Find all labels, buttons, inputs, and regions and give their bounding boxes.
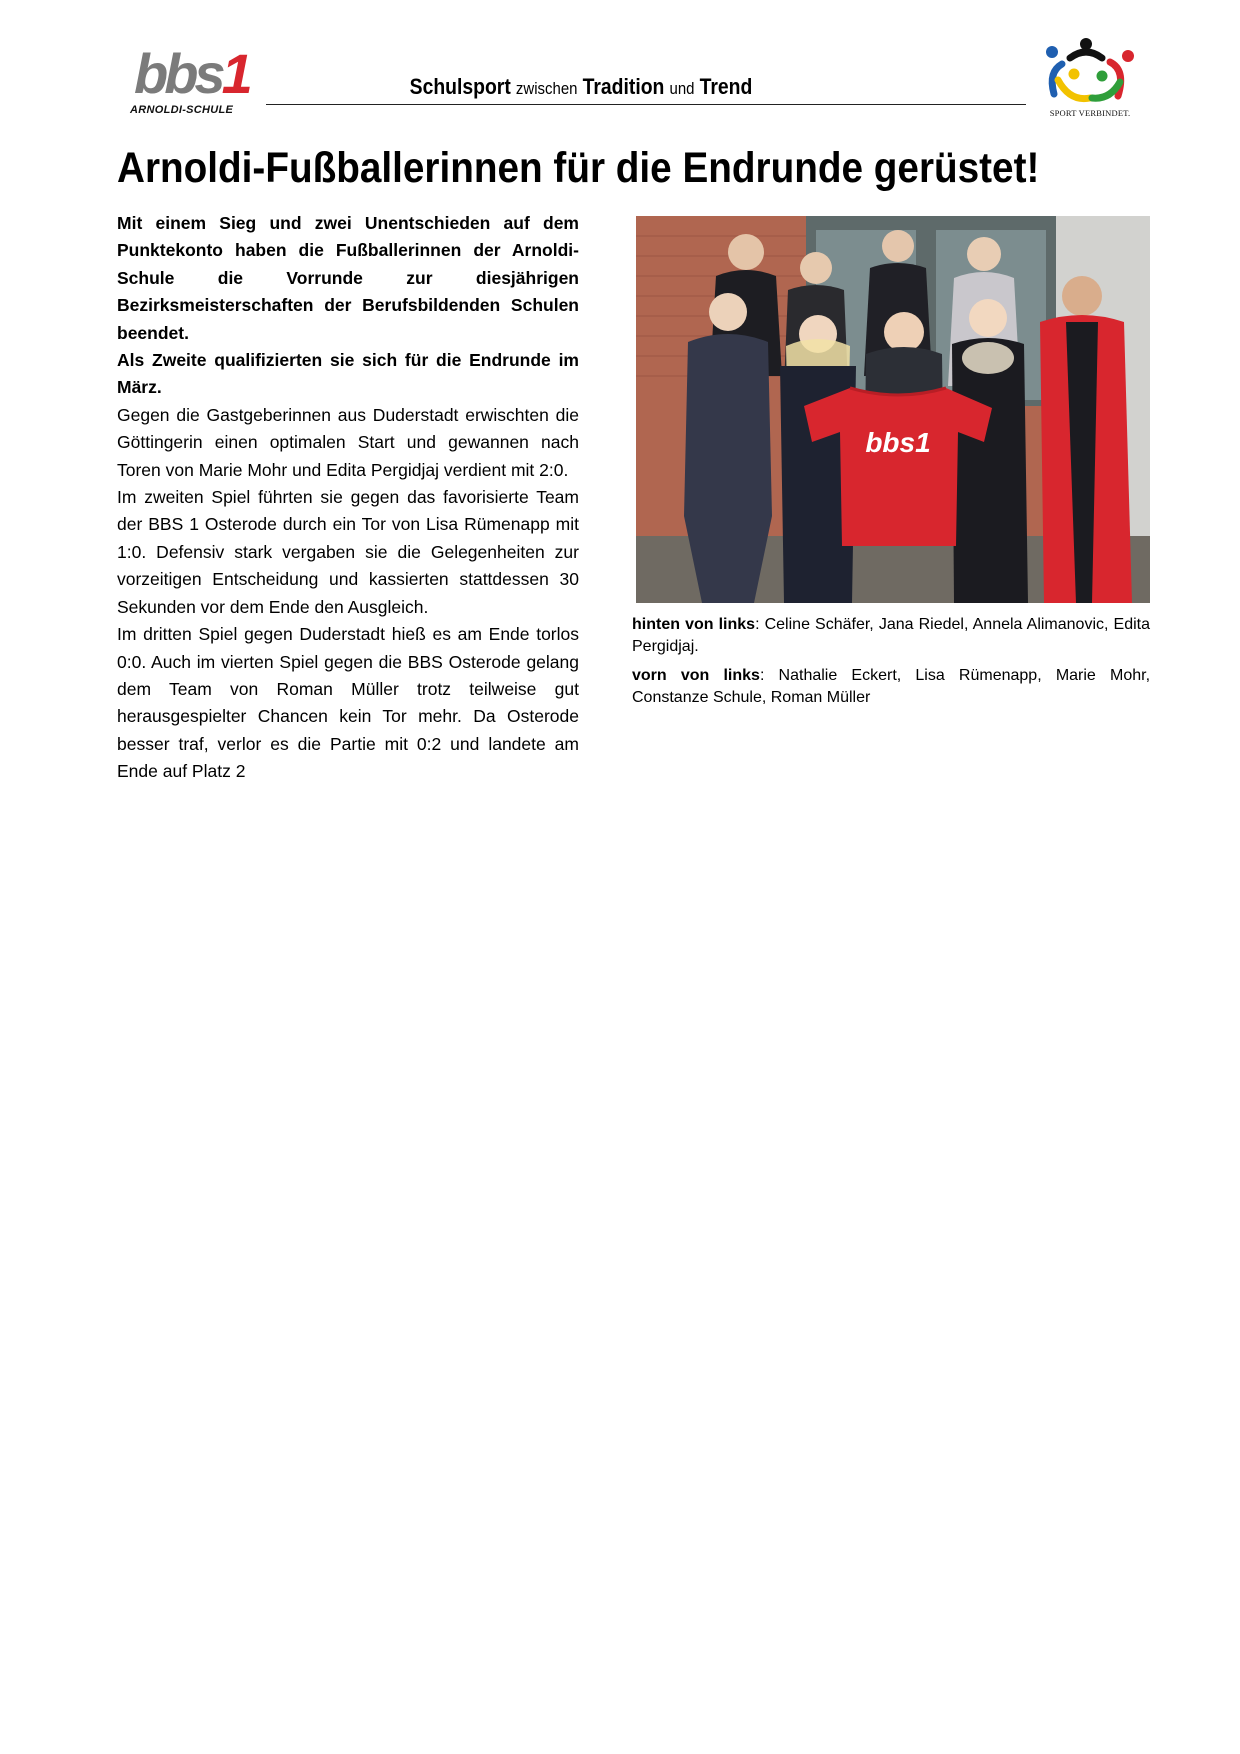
article-lead-paragraph-2: Als Zweite qualifizierten sie sich für die Endrunde im März.: [117, 350, 579, 398]
sport-figures-icon: [1040, 36, 1140, 108]
caption-front-names: : Nathalie Eckert, Lisa Rümenapp, Marie Mohr, Constanze Schule, Roman Müller: [632, 667, 1151, 706]
svg-text:bbs1: bbs1: [865, 427, 931, 458]
caption-back-label: hinten von links: [632, 616, 756, 633]
header-title: Schulsport zwischen Tradition und Trend: [409, 74, 753, 99]
caption-front-row: [632, 665, 1150, 709]
article-lead-paragraph: Mit einem Sieg und zwei Unentschieden auf dem Punktekonto haben die Fußballerinnen der Arnoldi-Schule die Vorrunde zur diesjährigen Bezirksmeisterschaften der Berufsbildenden Schulen beendet.: [117, 213, 579, 343]
article-paragraph-3: Im dritten Spiel gegen Duderstadt hieß es am Ende torlos 0:0. Auch im vierten Spiel gegen die BBS Osterode gelang dem Team von Roman Müller trotz teilweise gut herausgespielter Chancen kein Tor mehr. Da Osterode besser traf, verlor es die Partie mit 0:2 und landete am Ende auf Platz 2: [117, 624, 579, 782]
school-logo: [128, 42, 258, 118]
article-paragraph-1: Gegen die Gastgeberinnen aus Duderstadt erwischten die Göttingerin einen optimalen Start und gewannen nach Toren von Marie Mohr und Edita Pergidjaj verdient mit 2:0.: [117, 404, 579, 480]
photo-caption: [632, 614, 1150, 716]
header-rule: [266, 104, 1026, 105]
page-header: [0, 0, 1240, 130]
caption-back-row: [632, 614, 1150, 658]
school-logo-name: ARNOLDI-SCHULE: [130, 104, 234, 116]
caption-back-names: : Celine Schäfer, Jana Riedel, Annela Alimanovic, Edita Pergidjaj.: [632, 616, 1151, 655]
school-logo-wordmark: bbs1: [134, 42, 249, 105]
team-photo: [636, 216, 1150, 603]
article-headline: Arnoldi-Fußballerinnen für die Endrunde gerüstet!: [117, 144, 1040, 192]
sport-logo-tagline: SPORT VERBINDET.: [1049, 108, 1131, 118]
sport-verbindet-logo: [1040, 36, 1140, 122]
team-photo-illustration: [636, 216, 1150, 603]
caption-front-label: vorn von links: [632, 667, 760, 684]
article-paragraph-2: Im zweiten Spiel führten sie gegen das favorisierte Team der BBS 1 Osterode durch ein Tor von Lisa Rümenapp mit 1:0. Defensiv stark vergaben sie die Gelegenheiten zur vorzeitigen Entscheidung und kassierten stattdessen 30 Sekunden vor dem Ende den Ausgleich.: [117, 487, 579, 617]
article-body: [117, 210, 579, 786]
